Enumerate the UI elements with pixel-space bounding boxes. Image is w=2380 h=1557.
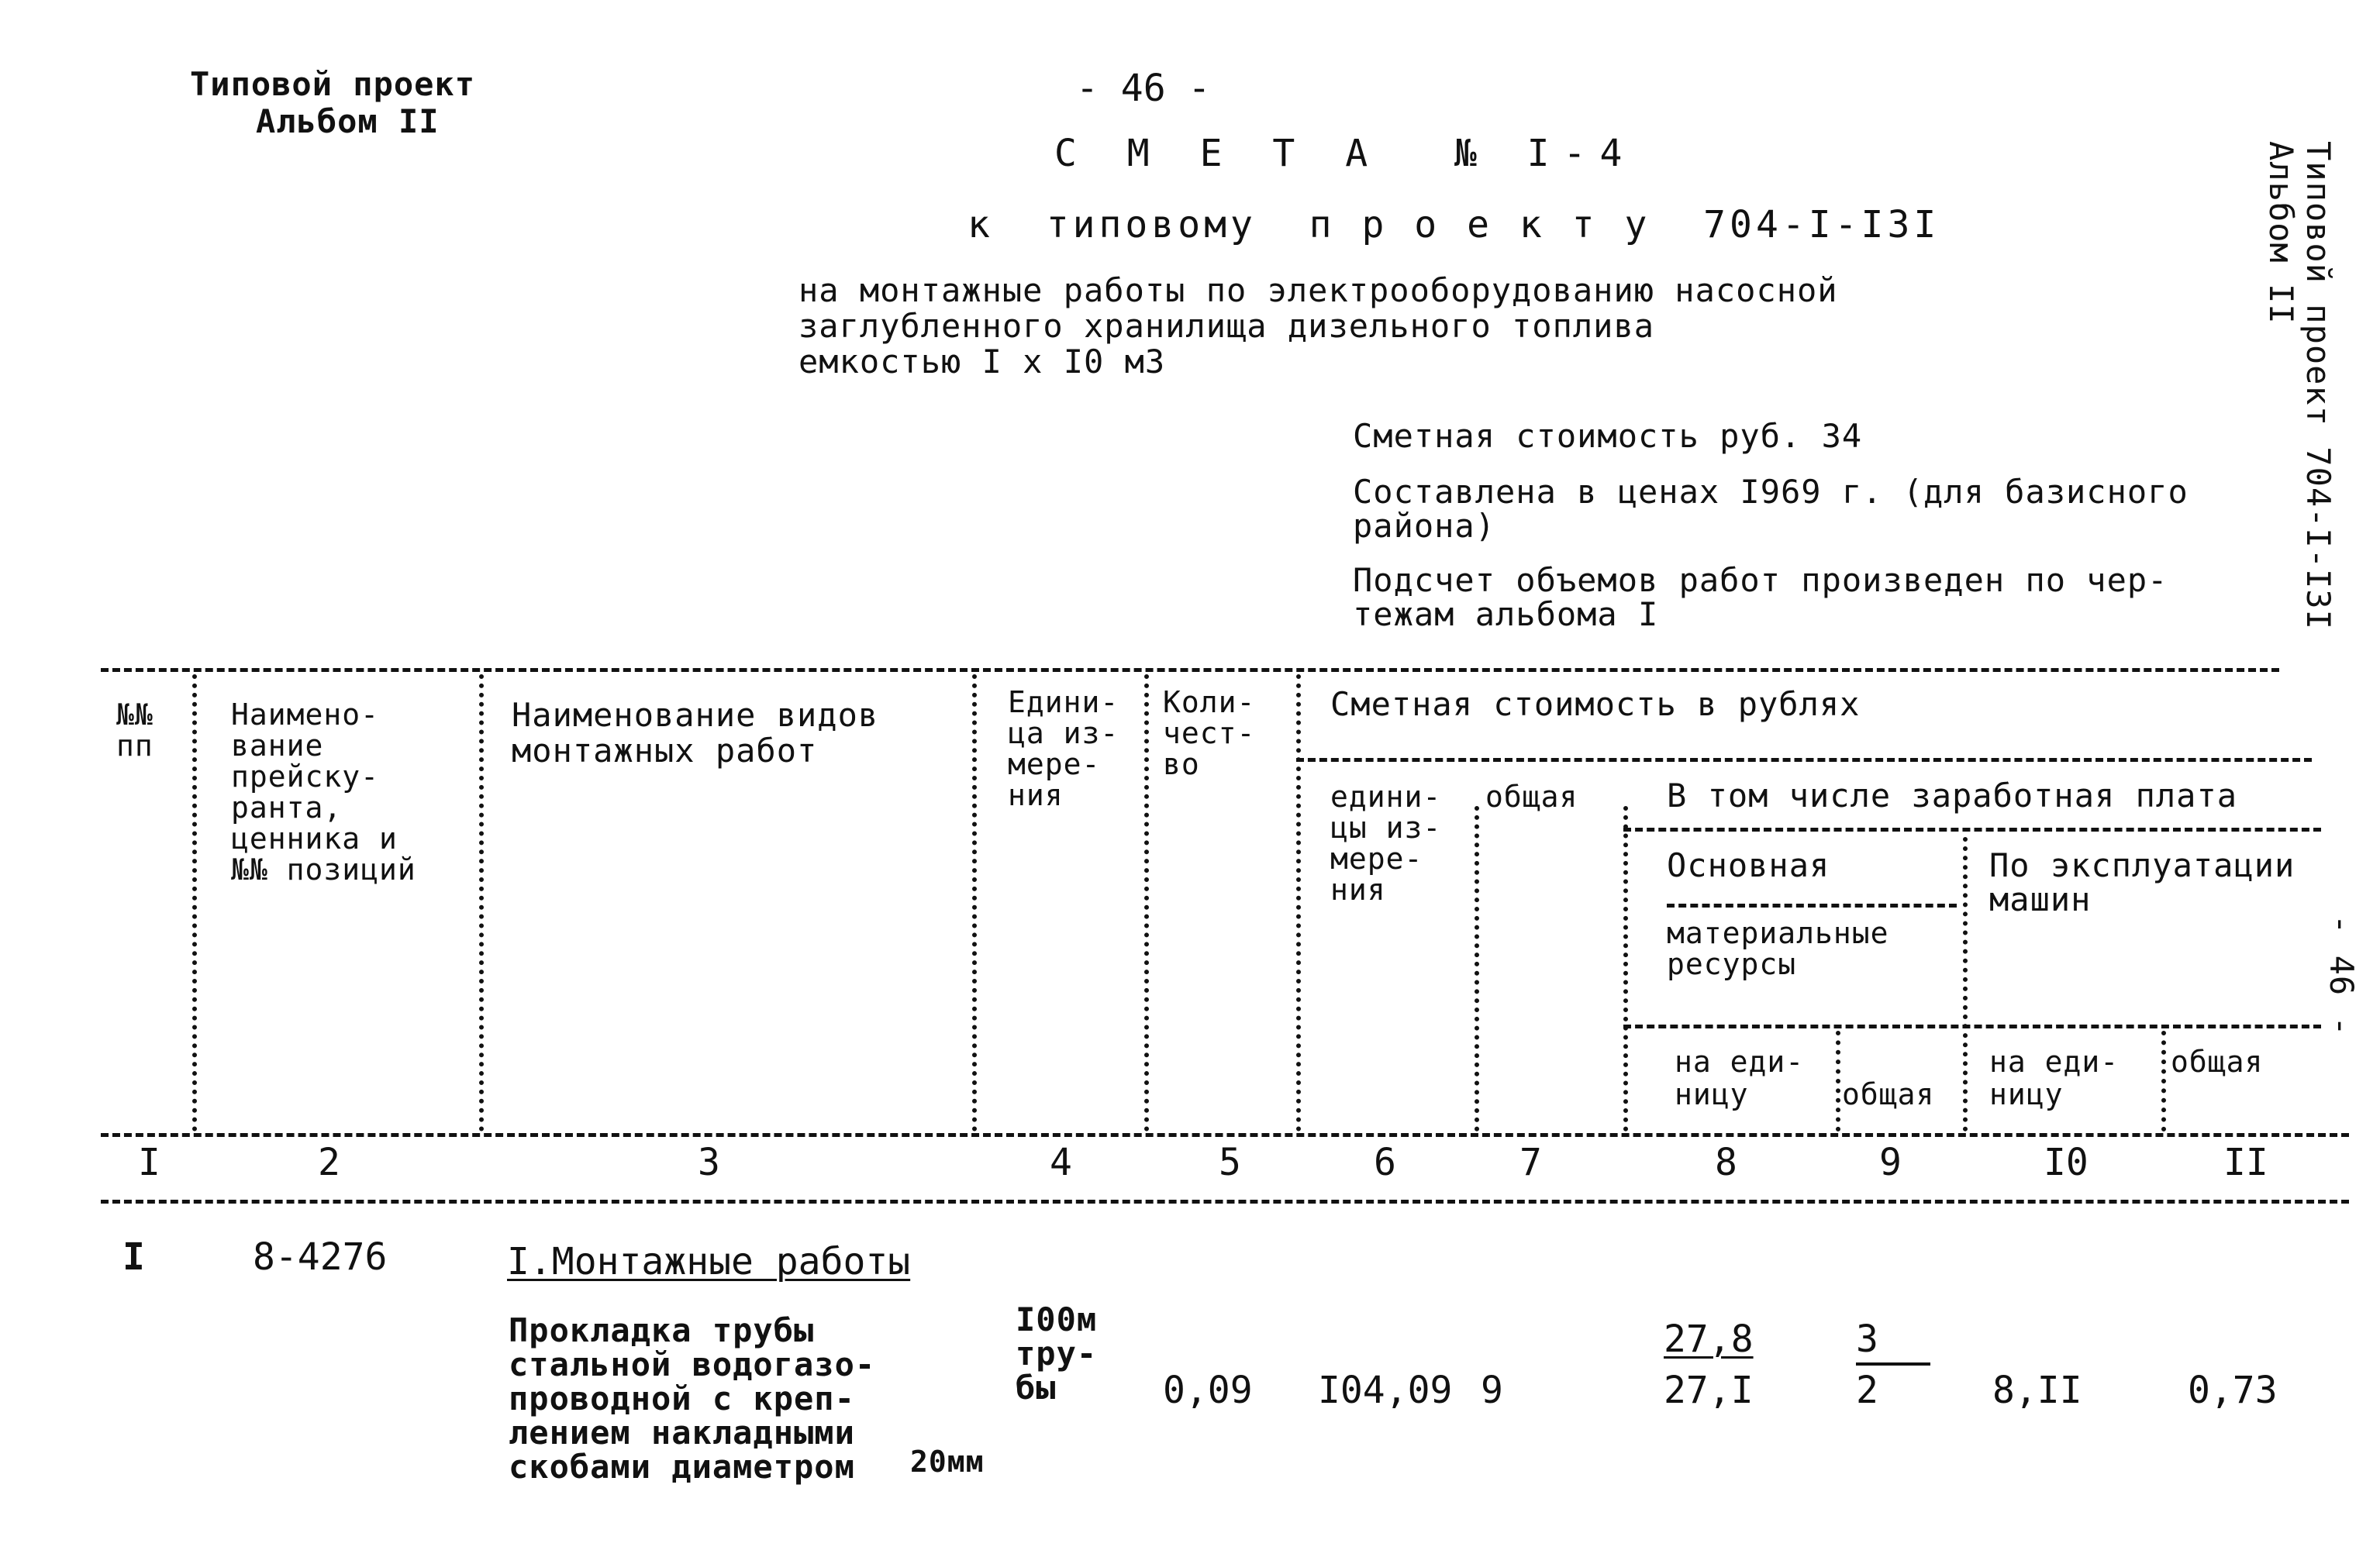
header-c2-line4: ранта, [231,791,343,825]
row-wage-unit-top: 27,8 [1664,1318,1754,1361]
header-cost-group: Сметная стоимость в рублях [1330,685,1861,723]
colnum-3: 3 [698,1141,720,1184]
header-machines-line2: машин [1989,880,2092,918]
col-sep-6 [1475,806,1479,1132]
row-machines-unit: 8,II [1992,1369,2082,1412]
colnum-2: 2 [318,1141,340,1184]
header-c4-line3: мере- [1008,747,1101,781]
header-c5-line2: чест- [1163,716,1256,750]
row-machines-total: 0,73 [2188,1369,2278,1412]
row-wage-unit-bottom: 27,I [1664,1369,1754,1412]
row-quantity: 0,09 [1163,1369,1253,1412]
row-work-line4: лением накладными [509,1414,855,1452]
colnum-5: 5 [1219,1141,1241,1184]
header-materials-line2: ресурсы [1667,947,1797,981]
header-c9: общая [1842,1077,1935,1111]
row-wage-total-bottom: 2 [1856,1369,1878,1412]
header-main: Основная [1667,846,1830,884]
document-title: С М Е Т А № I-4 [1054,132,1637,175]
numbers-bottom-rule [101,1200,2349,1204]
header-c3-line1: Наименование видов [512,696,879,734]
col-sep-9 [1963,837,1968,1132]
side-vertical-page: - 46 - [2323,915,2361,1037]
row-wage-total-fraction-line [1856,1362,1930,1366]
row-unit-line1: I00м [1016,1300,1098,1338]
header-c2-line6: №№ позиций [231,853,416,887]
header-c3-line2: монтажных работ [512,732,818,770]
header-c5-line3: во [1163,747,1200,781]
header-c6-line2: цы из- [1330,811,1442,845]
group-rule [1296,758,2312,762]
prices-line1: Составлена в ценах I969 г. (для базисного [1353,473,2189,511]
row-total: 9 [1481,1369,1503,1412]
header-c11: общая [2171,1045,2264,1079]
colnum-9: 9 [1879,1141,1902,1184]
row-wage-total-top: 3 [1856,1318,1878,1361]
row-work-suffix: 20мм [910,1445,985,1479]
row-work-line5: скобами диаметром [509,1448,855,1486]
header-c2-line1: Наимено- [231,698,380,732]
volumes-line1: Подсчет объемов работ произведен по чер- [1353,561,2168,599]
header-bottom-rule [101,1133,2349,1137]
header-c10-line2: ницу [1989,1077,2064,1111]
prices-line2: района) [1353,507,1496,545]
table-top-rule [101,668,2279,672]
col-sep-7 [1623,806,1628,1132]
row-work-line3: проводной с креп- [509,1380,855,1417]
colnum-8: 8 [1715,1141,1737,1184]
description-line3: емкостью I x I0 м3 [799,343,1166,381]
colnum-10: I0 [2044,1141,2089,1184]
unit-rule [1623,1025,2321,1028]
colnum-11: II [2223,1141,2268,1184]
corner-header-line2: Альбом II [256,102,440,140]
row-work-line2: стальной водогазо- [509,1345,876,1383]
description-line2: заглубленного хранилища дизельного топлива [799,307,1655,345]
header-wage-group: В том числе заработная плата [1667,777,2238,815]
header-c10-line1: на еди- [1989,1045,2120,1079]
col-sep-10 [2161,1031,2166,1132]
row-unit-cost: I04,09 [1318,1369,1453,1412]
row-unit-line3: бы [1016,1369,1057,1407]
page-number: - 46 - [1076,67,1211,110]
col-sep-4 [1144,674,1149,1132]
row-unit-line2: тру- [1016,1335,1098,1373]
header-c4-line4: ния [1008,778,1064,812]
section-title: I.Монтажные работы [507,1240,911,1283]
side-vertical-header: Типовой проект 704-I-I3I Альбом II [2262,141,2337,630]
col-sep-2 [479,674,484,1132]
col-sep-8 [1836,1031,1840,1132]
colnum-4: 4 [1050,1141,1072,1184]
header-c4-line2: ца из- [1008,716,1119,750]
header-c1-line1: №№ [116,698,153,732]
description-line1: на монтажные работы по электрооборудованию насосной [799,271,1838,309]
document-subtitle: к типовому п р о е к т у 704-I-I3I [968,203,1940,246]
header-c4-line1: Едини- [1008,685,1119,719]
header-c2-line3: прейску- [231,760,380,794]
col-sep-1 [192,674,197,1132]
header-materials-line1: материальные [1667,916,1889,950]
header-machines-line1: По эксплуатации [1989,846,2295,884]
row-work-line1: Прокладка трубы [509,1311,815,1349]
corner-header-line1: Типовой проект [190,65,476,103]
col-sep-5 [1296,674,1301,1132]
volumes-line2: тежам альбома I [1353,595,1659,633]
estimated-cost: Сметная стоимость руб. 34 [1353,417,1863,455]
colnum-7: 7 [1519,1141,1542,1184]
header-c6-line4: ния [1330,873,1386,907]
main-rule [1667,904,1957,908]
section-code: 8-4276 [253,1235,388,1279]
wage-group-rule [1623,828,2321,832]
header-c2-line2: вание [231,729,324,763]
header-c6-line3: мере- [1330,842,1423,876]
col-sep-3 [972,674,977,1132]
header-c8-line2: ницу [1675,1077,1749,1111]
header-c2-line5: ценника и [231,822,398,856]
header-c5-line1: Коли- [1163,685,1256,719]
section-number: I [122,1235,145,1279]
colnum-6: 6 [1374,1141,1396,1184]
colnum-1: I [138,1141,160,1184]
header-c8-line1: на еди- [1675,1045,1805,1079]
header-c1-line2: пп [116,729,153,763]
header-c7: общая [1485,780,1578,814]
header-c6-line1: едини- [1330,780,1442,814]
